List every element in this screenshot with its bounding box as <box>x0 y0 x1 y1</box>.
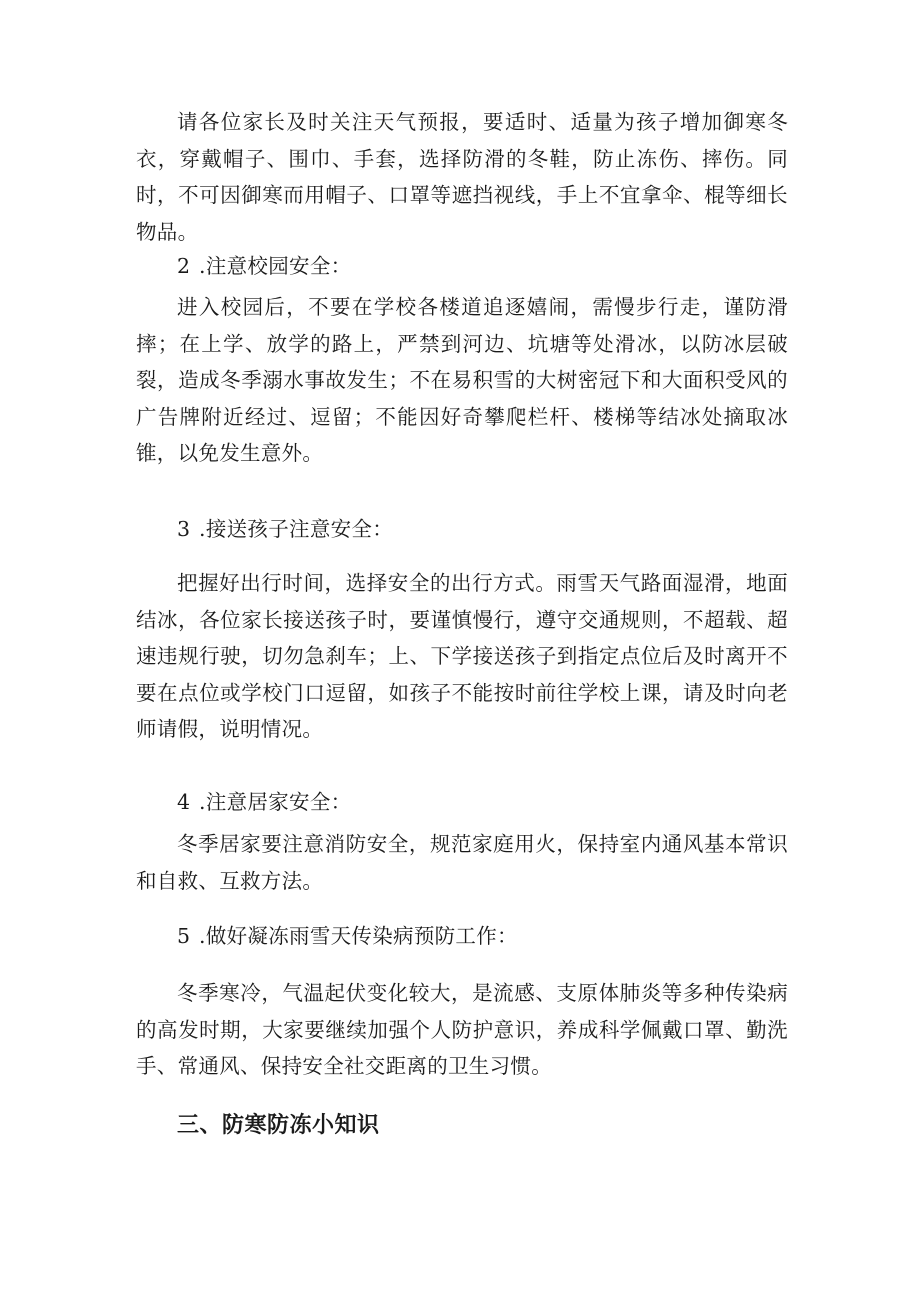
item-number: 5 <box>177 924 191 948</box>
item-title: .注意校园安全： <box>199 254 352 278</box>
paragraph-disease-prevention: 冬季寒冷，气温起伏变化较大，是流感、支原体肺炎等多种传染病的高发时期，大家要继续加强个人防护意识，养成科学佩戴口罩、勤洗手、常通风、保持安全社交距离的卫生习惯。 <box>136 981 788 1078</box>
item-title: .做好凝冻雨雪天传染病预防工作： <box>199 924 518 948</box>
item-heading-campus-safety <box>177 248 351 285</box>
item-number: 3 <box>177 517 191 541</box>
item-title: .注意居家安全： <box>199 790 352 814</box>
item-number: 4 <box>177 790 191 814</box>
paragraph-home-safety: 冬季居家要注意消防安全，规范家庭用火，保持室内通风基本常识和自救、互救方法。 <box>136 832 788 893</box>
item-title: .接送孩子注意安全： <box>199 517 394 541</box>
item-heading-disease-prevention <box>177 918 518 955</box>
paragraph-pickup-safety: 把握好出行时间，选择安全的出行方式。雨雪天气路面湿滑，地面结冰，各位家长接送孩子时，要谨慎慢行，遵守交通规则，不超载、超速违规行驶，切勿急刹车；上、下学接送孩子到指定点位后及时离开不要在点位或学校门口逗留，如孩子不能按时前往学校上课，请及时向老师请假，说明情况。 <box>136 571 788 741</box>
paragraph-dress-warm: 请各位家长及时关注天气预报，要适时、适量为孩子增加御寒冬衣，穿戴帽子、围巾、手套，选择防滑的冬鞋，防止冻伤、摔伤。同时，不可因御寒而用帽子、口罩等遮挡视线，手上不宜拿伞、棍等细长物品。 <box>136 110 788 244</box>
paragraph-campus-safety: 进入校园后，不要在学校各楼道追逐嬉闹，需慢步行走，谨防滑摔；在上学、放学的路上，严禁到河边、坑塘等处滑冰，以防冰层破裂，造成冬季溺水事故发生；不在易积雪的大树密冠下和大面积受风的广告牌附近经过、逗留；不能因好奇攀爬栏杆、楼梯等结冰处摘取冰锥，以免发生意外。 <box>136 295 788 465</box>
item-heading-pickup-safety <box>177 511 393 548</box>
item-heading-home-safety <box>177 784 351 821</box>
item-number: 2 <box>177 254 191 278</box>
section-heading: 三、防寒防冻小知识 <box>177 1113 380 1138</box>
